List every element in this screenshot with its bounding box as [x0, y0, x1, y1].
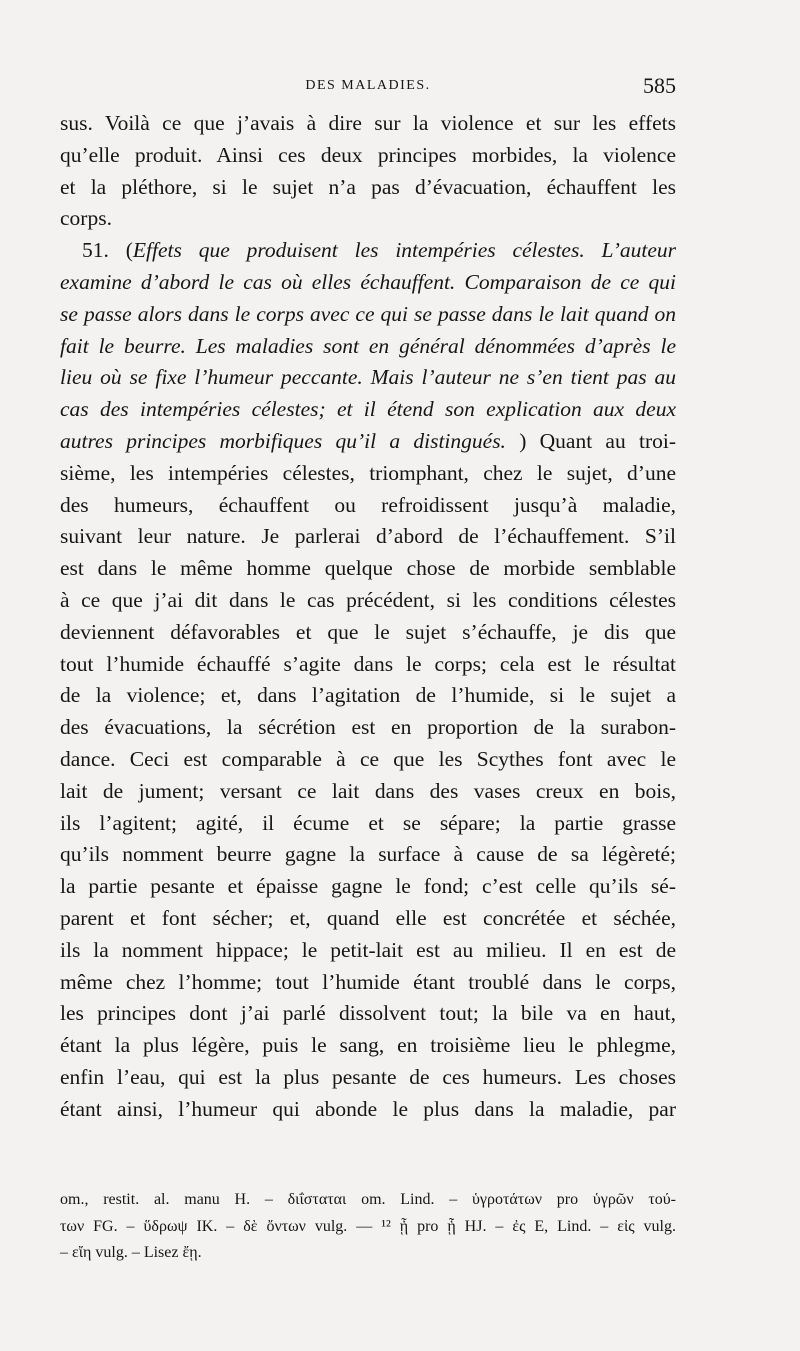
text-line: sus. Voilà ce que j’avais à dire sur la violence et sur les effets	[60, 111, 676, 135]
footnote-line: om., restit. al. manu H. – διΐσταται om. Lind. – ὑγροτάτων pro ὑγρῶν τού-	[60, 1191, 676, 1208]
text-line: des humeurs, échauffent ou refroidissent jusqu’à maladie,	[60, 492, 676, 517]
running-title: DES MALADIES.	[305, 78, 431, 93]
footnote-line: – εἴη vulg. – Lisez ἔῃ.	[60, 1244, 202, 1261]
text-line: étant ainsi, l’humeur qui abonde le plus dans la maladie, par	[60, 1096, 676, 1121]
summary-italic-line: cas des intempéries célestes; et il étend son explication aux deux	[60, 397, 676, 422]
text-line: des évacuations, la sécrétion est en proportion de la surabon-	[60, 715, 676, 740]
text-line: est dans le même homme quelque chose de morbide semblable	[60, 556, 676, 581]
text-line: dance. Ceci est comparable à ce que les Scythes font avec le	[60, 746, 676, 771]
text-line: la partie pesante et épaisse gagne le fond; c’est celle qu’ils sé-	[60, 874, 676, 899]
text-line: sième, les intempéries célestes, triomphant, chez le sujet, d’une	[60, 460, 676, 485]
text-line: qu’ils nomment beurre gagne la surface à cause de sa légèreté;	[60, 842, 676, 867]
text-line: qu’elle produit. Ainsi ces deux principes morbides, la violence	[60, 142, 676, 167]
text-line: étant la plus légère, puis le sang, en troisième lieu le phlegme,	[60, 1033, 676, 1058]
footnote-line: των FG. – ὕδρωψ IK. – δὲ ὄντων vulg. — ¹² ᾖ pro ᾗ HJ. – ἐς E, Lind. – εἰς vulg.	[60, 1217, 676, 1235]
text-line: même chez l’homme; tout l’humide étant troublé dans le corps,	[60, 969, 676, 994]
summary-italic: autres principes morbifiques qu’il a distingués.	[60, 428, 506, 453]
paragraph-number: 51. (	[82, 238, 133, 263]
text-line: à ce que j’ai dit dans le cas précédent, si les conditions célestes	[60, 587, 676, 612]
body-text	[60, 108, 676, 1126]
text-line: deviennent défavorables et que le sujet s’échauffe, je dis que	[60, 619, 676, 644]
text-line: ils l’agitent; agité, il écume et se sépare; la partie grasse	[60, 810, 676, 835]
summary-italic-line: lieu où se fixe l’humeur peccante. Mais l’auteur ne s’en tient pas au	[60, 365, 676, 390]
paragraph-51-start	[60, 235, 676, 267]
text-line: corps.	[60, 206, 112, 231]
text-line: de la violence; et, dans l’agitation de l’humide, si le sujet a	[60, 683, 676, 708]
summary-italic: Effets que produisent les intempéries célestes. L’auteur	[132, 238, 676, 263]
summary-italic-line: se passe alors dans le corps avec ce qui se passe dans le lait quand on	[60, 301, 676, 326]
text-line: les principes dont j’ai parlé dissolvent tout; la bile va en haut,	[60, 1001, 676, 1026]
summary-italic-line: fait le beurre. Les maladies sont en général dénommées d’après le	[60, 333, 676, 358]
text-line: parent et font sécher; et, quand elle est concrétée et séchée,	[60, 905, 676, 930]
page-number: 585	[643, 73, 676, 98]
text-fragment: ) Quant au troi-	[505, 428, 676, 453]
text-line: et la pléthore, si le sujet n’a pas d’évacuation, échauffent les	[60, 174, 676, 199]
summary-italic-line: examine d’abord le cas où elles échauffent. Comparaison de ce qui	[60, 269, 676, 294]
text-line: enfin l’eau, qui est la plus pesante de ces humeurs. Les choses	[60, 1064, 676, 1089]
summary-end-line	[60, 426, 676, 458]
text-line: tout l’humide échauffé s’agite dans le corps; cela est le résultat	[60, 651, 676, 676]
text-line: lait de jument; versant ce lait dans des vases creux en bois,	[60, 778, 676, 803]
footnotes	[60, 1187, 676, 1267]
text-line: suivant leur nature. Je parlerai d’abord de l’échauffement. S’il	[60, 524, 676, 549]
page-header	[60, 73, 676, 104]
text-line: ils la nomment hippace; le petit-lait est au milieu. Il en est de	[60, 937, 676, 962]
